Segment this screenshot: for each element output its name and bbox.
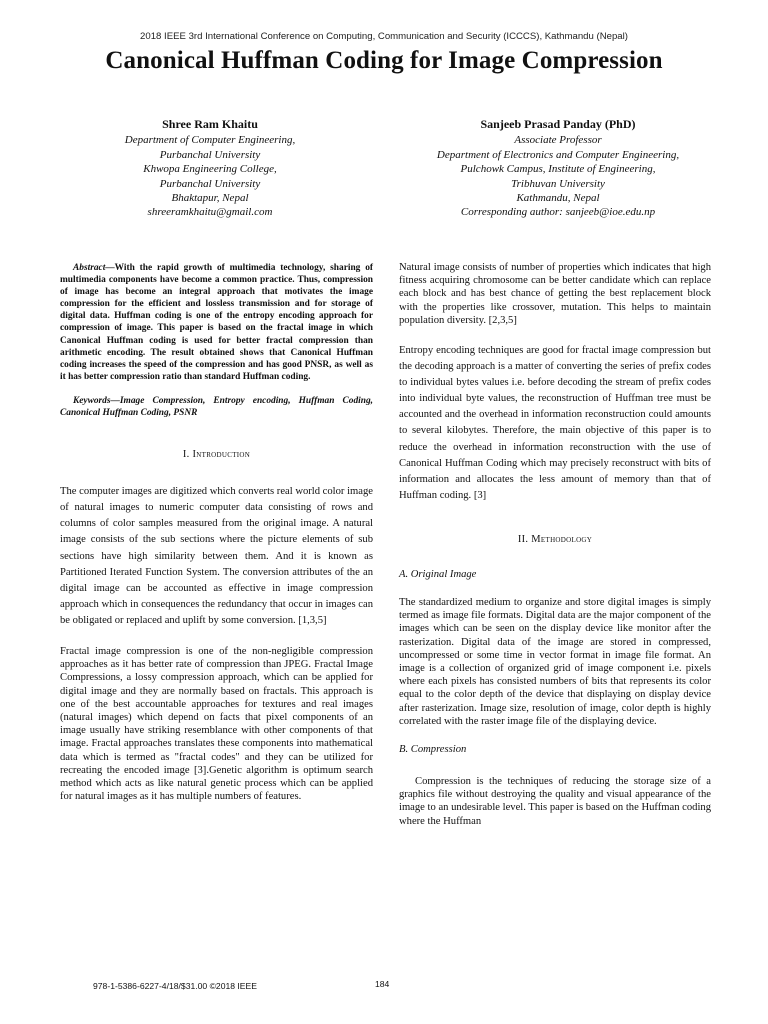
paragraph: The standardized medium to organize and store digital images is simply termed as image file formats. Digital data are the major component of the images which can be seen on the display device like monitor after the rasterization. Digital data of the image are stored in compressed, uncompressed or some time in vector format in image file format. An image is a collection of organized grid of image component i.e. pixels where each pixels has consisted numbers of bits that represents its color equal to the color depth of the device that displaying on display device after rasterization. Image size, resolution of image, color depth is highly correlated with the raster image file of the displaying device. [399,596,711,727]
abstract-text: —With the rapid growth of multimedia technology, sharing of multimedia components have become a common practice. Thus, compression of image has become an integral approach that motivates the image compression for the efficient and lossless transmission and for storage of digital data. Huffman coding is one of the entropy encoding approach for compression of image. This paper is based on the fractal image in which Canonical Huffman coding is used for better fractal compression than arithmetic encoding. The result obtained shows that Canonical Huffman coding increases the speed of the compression and has good PNSR, as well as it has better compression ratio than standard Huffman coding. [60,263,373,382]
author-affiliation: Bhaktapur, Nepal [171,192,249,205]
paragraph: Fractal image compression is one of the non-negligible compression approaches as it has better rate of compression than JPEG. Fractal Image Compressions, a lossy compression approach, which can be applied for digital image and they are normally based on fractals. This approach is one of the best accountable approaches for textures and real images (natural images) which depend on facts that pixel components of an image usually have striking resemblance with other components of that image. Fractal approaches translates these components into mathematical data which is termed as "fractal codes" and they can be utilized for recreating the encoded image [3].Genetic algorithm is optimum search method which acts as like natural genetic process which can be applied for natural images as it has multiple numbers of features. [60,645,373,803]
author-affiliation: Kathmandu, Nepal [516,192,600,205]
author-affiliation: Department of Electronics and Computer Engineering, [436,148,680,161]
page-number: 184 [375,979,390,989]
author-affiliation: Associate Professor [514,134,602,147]
subsection-heading-compression: B. Compression [399,743,467,755]
author-affiliation: Pulchowk Campus, Institute of Engineering, [460,163,656,176]
author-affiliation: Department of Computer Engineering, [124,134,296,147]
author-name: Shree Ram Khaitu [162,117,258,131]
left-column [60,262,373,803]
author-block-1 [60,117,360,220]
section-heading-introduction: I. Introduction [182,449,251,461]
conference-header: 2018 IEEE 3rd International Conference on Computing, Communication and Security (ICCCS), Kathmandu (Nepal) [140,31,628,42]
author-affiliation: Khwopa Engineering College, [143,163,277,176]
author-affiliation: Purbanchal University [159,177,261,190]
right-column [399,261,711,828]
author-email: Corresponding author: sanjeeb@ioe.edu.np [460,206,656,219]
abstract [60,262,373,383]
author-affiliation: Tribhuvan University [511,177,605,190]
paragraph: Natural image consists of number of properties which indicates that high fitness acquiring chromosome can be better candidate which can replace each block and has best chance of getting the best replacement block with the properties like crossover, mutation. This helps to maintain population diversity. [2,3,5] [399,262,711,326]
subsection-heading-original-image: A. Original Image [399,568,477,580]
section-heading-methodology: II. Methodology [517,533,593,545]
author-email: shreeramkhaitu@gmail.com [147,206,273,219]
copyright-footer: 978-1-5386-6227-4/18/$31.00 ©2018 IEEE [93,981,258,991]
author-name: Sanjeeb Prasad Panday (PhD) [480,117,636,131]
author-block-2 [400,117,716,220]
paragraph: The computer images are digitized which converts real world color image of natural images to numeric computer data consisting of rows and columns of color samples measured from the original image. A natural image consists of the sub sections where the picture elements of sub sections have high similarity between them. And it is known as Partitioned Iterated Function System. The conversion attributes of the an digital image can be accounted as effective in image compression approach which in consequences the redundancy that occur in images can be obligated or replaced and uplift by some conversion. [1,3,5] [60,486,373,626]
keywords: Keywords—Image Compression, Entropy encoding, Huffman Coding, Canonical Huffman Coding, PSNR [60,395,373,419]
paragraph: Compression is the techniques of reducing the storage size of a graphics file without destroying the quality and visual appearance of the image to an undesirable level. This paper is based on the Huffman coding where the Huffman [399,775,711,827]
paragraph: Entropy encoding techniques are good for fractal image compression but the decoding approach is a matter of converting the series of prefix codes to individual bytes values i.e. before decoding the stream of prefix codes into individual byte values, the reconstruction of Huffman tree must be accounted and the overhead in information reconstruction could amounts to several kilobytes. Therefore, the main objective of this paper is to reduce the overhead in information reconstruction with the use of Canonical Huffman Coding which may precisely reconstruct with bits of information and allocates the less amount of memory than that of Huffman coding. [3] [399,345,711,501]
abstract-label: Abstract [73,263,106,273]
paper-title: Canonical Huffman Coding for Image Compression [105,47,663,74]
author-affiliation: Purbanchal University [159,148,261,161]
